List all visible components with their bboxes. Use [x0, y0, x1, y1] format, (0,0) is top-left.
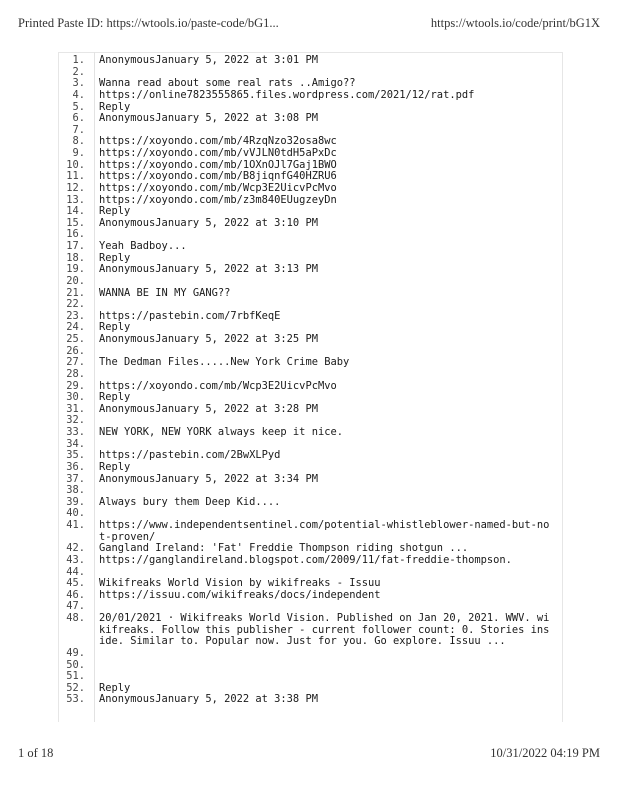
line-number: 19.: [66, 263, 85, 276]
line-text: https://xoyondo.com/mb/4RzqNzo32osa8wc: [99, 135, 337, 148]
line-text: AnonymousJanuary 5, 2022 at 3:25 PM: [99, 333, 318, 345]
line-text: https://pastebin.com/2BwXLPyd: [99, 449, 281, 462]
line-number: 31.: [66, 402, 85, 415]
line-number: 8.: [72, 135, 85, 148]
line-number: 26.: [66, 344, 85, 357]
line-text: https://pastebin.com/7rbfKeqE: [99, 309, 281, 322]
code-line: [58, 578, 563, 590]
line-text: https://xoyondo.com/mb/B8jiqnfG40HZRU6: [99, 170, 337, 183]
print-header-url: https://wtools.io/code/print/bG1X: [430, 16, 600, 30]
line-number: 48.: [66, 612, 85, 624]
line-number: 22.: [66, 298, 85, 311]
line-number: 10.: [66, 158, 85, 171]
line-text: https://xoyondo.com/mb/z3m840EUugzeyDn: [99, 193, 337, 206]
code-line: [58, 474, 563, 486]
line-number: 38.: [66, 484, 85, 497]
line-text: Wikifreaks World Vision by wikifreaks - Issuu: [99, 577, 381, 590]
line-number: 5.: [72, 100, 85, 113]
line-number: 2.: [72, 65, 85, 78]
line-number: 23.: [66, 309, 85, 322]
code-line: [58, 671, 563, 683]
line-number: 51.: [66, 670, 85, 683]
line-text: https://online7823555865.files.wordpress.com/2021/12/rat.pdf: [99, 88, 475, 101]
code-line: [58, 299, 563, 311]
code-line: [58, 404, 563, 416]
code-line: [58, 648, 563, 660]
line-number: 40.: [66, 507, 85, 520]
line-number: 43.: [66, 553, 85, 566]
line-text: AnonymousJanuary 5, 2022 at 3:28 PM: [99, 402, 318, 415]
code-line: [58, 55, 563, 67]
code-listing: [58, 55, 563, 706]
line-number: 44.: [66, 565, 85, 578]
line-text: 20/01/2021 · Wikifreaks World Vision. Published on Jan 20, 2021. WWV. wikifreaks. Follow this publisher - current follower count: 0. Stories inside. Similar to. Popular now. Just for you. Go explore. Issuu ...: [99, 612, 550, 648]
line-number: 18.: [66, 251, 85, 264]
line-text: https://issuu.com/wikifreaks/docs/independent: [99, 588, 381, 601]
code-line: [58, 462, 563, 474]
line-number: 12.: [66, 181, 85, 194]
line-text: https://xoyondo.com/mb/1OXnOJl7Gaj1BWO: [99, 158, 337, 171]
line-number: 47.: [66, 600, 85, 613]
code-line: [58, 497, 563, 509]
line-text: https://www.independentsentinel.com/potential-whistleblower-named-but-not-proven/: [99, 519, 550, 543]
line-number: 29.: [66, 379, 85, 392]
code-line: [58, 113, 563, 125]
line-text: AnonymousJanuary 5, 2022 at 3:10 PM: [99, 216, 318, 229]
line-number: 25.: [66, 333, 85, 345]
line-number: 37.: [66, 472, 85, 485]
line-number: 30.: [66, 391, 85, 404]
code-line: [58, 660, 563, 672]
line-number: 33.: [66, 426, 85, 438]
line-number: 11.: [66, 170, 85, 183]
line-text: Reply: [99, 460, 131, 473]
line-number: 17.: [66, 240, 85, 252]
line-number: 50.: [66, 658, 85, 671]
line-text: AnonymousJanuary 5, 2022 at 3:08 PM: [99, 112, 318, 125]
code-line: [58, 195, 563, 207]
code-line: [58, 381, 563, 393]
line-text: NEW YORK, NEW YORK always keep it nice.: [99, 426, 343, 438]
line-text: AnonymousJanuary 5, 2022 at 3:13 PM: [99, 263, 318, 276]
line-number: 4.: [72, 88, 85, 101]
code-line: [58, 183, 563, 195]
code-line: [58, 276, 563, 288]
line-number: 13.: [66, 193, 85, 206]
line-number: 27.: [66, 356, 85, 369]
line-number: 45.: [66, 577, 85, 590]
line-text: [99, 648, 563, 660]
line-number: 49.: [66, 646, 85, 659]
line-number: 28.: [66, 367, 85, 380]
line-number: 21.: [66, 286, 85, 299]
line-number: 3.: [72, 77, 85, 90]
line-text: Reply: [99, 205, 131, 218]
line-text: https://xoyondo.com/mb/Wcp3E2UicvPcMvo: [99, 181, 337, 194]
line-number: 32.: [66, 414, 85, 427]
code-line: [58, 555, 563, 567]
page-number: 1 of 18: [18, 746, 54, 760]
line-number: 14.: [66, 205, 85, 218]
line-text: [99, 671, 563, 683]
line-text: [99, 369, 563, 381]
line-number: 53.: [66, 693, 85, 706]
line-text: [99, 660, 563, 672]
code-line: [58, 90, 563, 102]
line-text: Yeah Badboy...: [99, 240, 187, 252]
print-header-title: Printed Paste ID: https://wtools.io/paste-code/bG1...: [18, 16, 279, 30]
code-line: [58, 450, 563, 462]
line-number: 15.: [66, 216, 85, 229]
code-line: [58, 590, 563, 602]
line-number: 9.: [72, 147, 85, 159]
code-line: [58, 218, 563, 230]
code-line: [58, 334, 563, 346]
line-number: 34.: [66, 437, 85, 450]
code-line: [58, 288, 563, 300]
line-text: Reply: [99, 681, 131, 694]
code-line: [58, 485, 563, 497]
line-number: 42.: [66, 542, 85, 555]
line-number: 36.: [66, 460, 85, 473]
code-line: [58, 369, 563, 381]
line-text: Reply: [99, 100, 131, 113]
line-number: 39.: [66, 495, 85, 508]
line-number: 6.: [72, 112, 85, 125]
line-number: 35.: [66, 449, 85, 462]
code-line: [58, 264, 563, 276]
line-number: 41.: [66, 519, 85, 531]
line-text: Always bury them Deep Kid....: [99, 495, 281, 508]
code-line: [58, 357, 563, 369]
code-line: [58, 206, 563, 218]
line-number: 16.: [66, 228, 85, 241]
line-text: [99, 276, 563, 288]
print-timestamp: 10/31/2022 04:19 PM: [490, 746, 600, 760]
line-text: Wanna read about some real rats ..Amigo??: [99, 77, 356, 90]
code-line: [58, 427, 563, 439]
line-text: AnonymousJanuary 5, 2022 at 3:34 PM: [99, 472, 318, 485]
line-text: Reply: [99, 321, 131, 334]
line-number: 24.: [66, 321, 85, 334]
line-number: 7.: [72, 123, 85, 136]
line-text: https://ganglandireland.blogspot.com/2009/11/fat-freddie-thompson.: [99, 553, 512, 566]
line-text: AnonymousJanuary 5, 2022 at 3:01 PM: [99, 54, 318, 66]
line-text: WANNA BE IN MY GANG??: [99, 286, 231, 299]
line-text: The Dedman Files.....New York Crime Baby: [99, 356, 350, 369]
line-number: 1.: [72, 54, 85, 66]
code-line: [58, 613, 563, 648]
line-text: Gangland Ireland: 'Fat' Freddie Thompson riding shotgun ...: [99, 542, 469, 555]
line-text: https://xoyondo.com/mb/vVJLN0tdH5aPxDc: [99, 147, 337, 159]
line-text: AnonymousJanuary 5, 2022 at 3:38 PM: [99, 693, 318, 706]
line-text: Reply: [99, 391, 131, 404]
line-text: https://xoyondo.com/mb/Wcp3E2UicvPcMvo: [99, 379, 337, 392]
code-line: [58, 241, 563, 253]
line-text: Reply: [99, 251, 131, 264]
line-number: 20.: [66, 274, 85, 287]
line-number: 52.: [66, 681, 85, 694]
code-line: [58, 148, 563, 160]
code-line: [58, 311, 563, 323]
line-text: [99, 485, 563, 497]
code-line: [58, 520, 563, 543]
line-text: [99, 299, 563, 311]
code-line: [58, 694, 563, 706]
code-line: [58, 392, 563, 404]
line-number: 46.: [66, 588, 85, 601]
